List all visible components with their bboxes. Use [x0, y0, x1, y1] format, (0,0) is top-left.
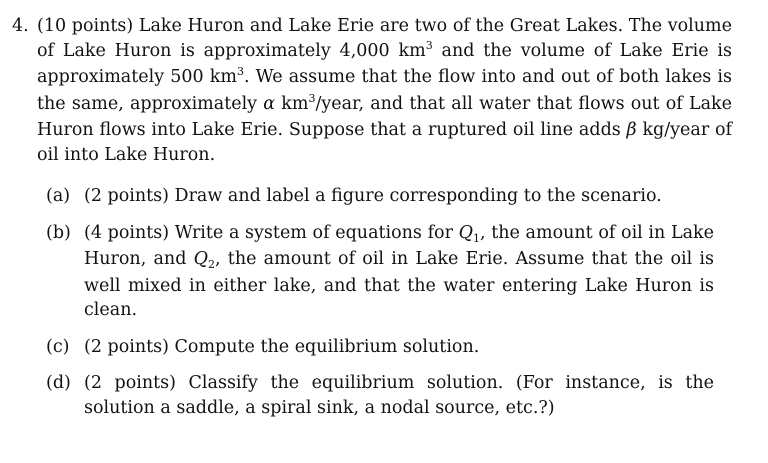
- intro-text-3: . We assume that the flow into and out of both lakes is the same, approximately: [37, 67, 732, 114]
- intro-text-5: /year, and that all water that flows out of Lake Huron flows into Lake Erie. Suppose that a ruptured oil line adds: [37, 93, 732, 140]
- part-text-2: , the amount of oil in Lake Huron, and: [84, 222, 714, 269]
- part-text-3: , the amount of oil in Lake Erie. Assume that the oil is well mixed in either lake, and that the water entering Lake Huron is clean.: [84, 249, 714, 320]
- part-a: [46, 184, 714, 209]
- intro-text-1: (10 points) Lake Huron and Lake Erie are two of the Great Lakes. The volume of Lake Huron is approximately 4,000 km: [37, 16, 732, 61]
- part-c: [46, 335, 714, 360]
- subscript: 1: [473, 231, 480, 245]
- intro-text-4: km: [275, 93, 309, 114]
- exponent: 3: [236, 65, 244, 78]
- part-b: [46, 221, 714, 323]
- part-text: (2 points) Classify the equilibrium solution. (For instance, is the solution a saddle, a spiral sink, a nodal source, etc.?): [84, 373, 714, 418]
- subparts-list: [46, 184, 714, 432]
- problem-intro: [37, 14, 732, 167]
- problem-number: 4.: [12, 16, 29, 36]
- q-symbol: Q: [458, 222, 473, 243]
- part-label: (d): [46, 373, 71, 393]
- subscript: 2: [208, 258, 215, 271]
- problem-4: [12, 14, 732, 167]
- part-label: (c): [46, 336, 70, 357]
- part-text: (2 points) Compute the equilibrium solution.: [84, 336, 480, 357]
- part-label: (a): [46, 186, 71, 206]
- beta-symbol: β: [626, 120, 637, 140]
- q-symbol: Q: [193, 249, 208, 269]
- exponent: 3: [425, 38, 433, 52]
- part-text-1: (4 points) Write a system of equations for: [84, 222, 459, 243]
- part-d: [46, 371, 714, 420]
- alpha-symbol: α: [263, 93, 276, 114]
- part-label: (b): [46, 222, 71, 243]
- part-text: (2 points) Draw and label a figure corresponding to the scenario.: [84, 186, 662, 206]
- intro-text-6: kg/year of oil into Lake Huron.: [37, 120, 732, 165]
- intro-text-2: and the volume of Lake Erie is approximately 500 km: [37, 40, 732, 87]
- exponent: 3: [308, 91, 316, 105]
